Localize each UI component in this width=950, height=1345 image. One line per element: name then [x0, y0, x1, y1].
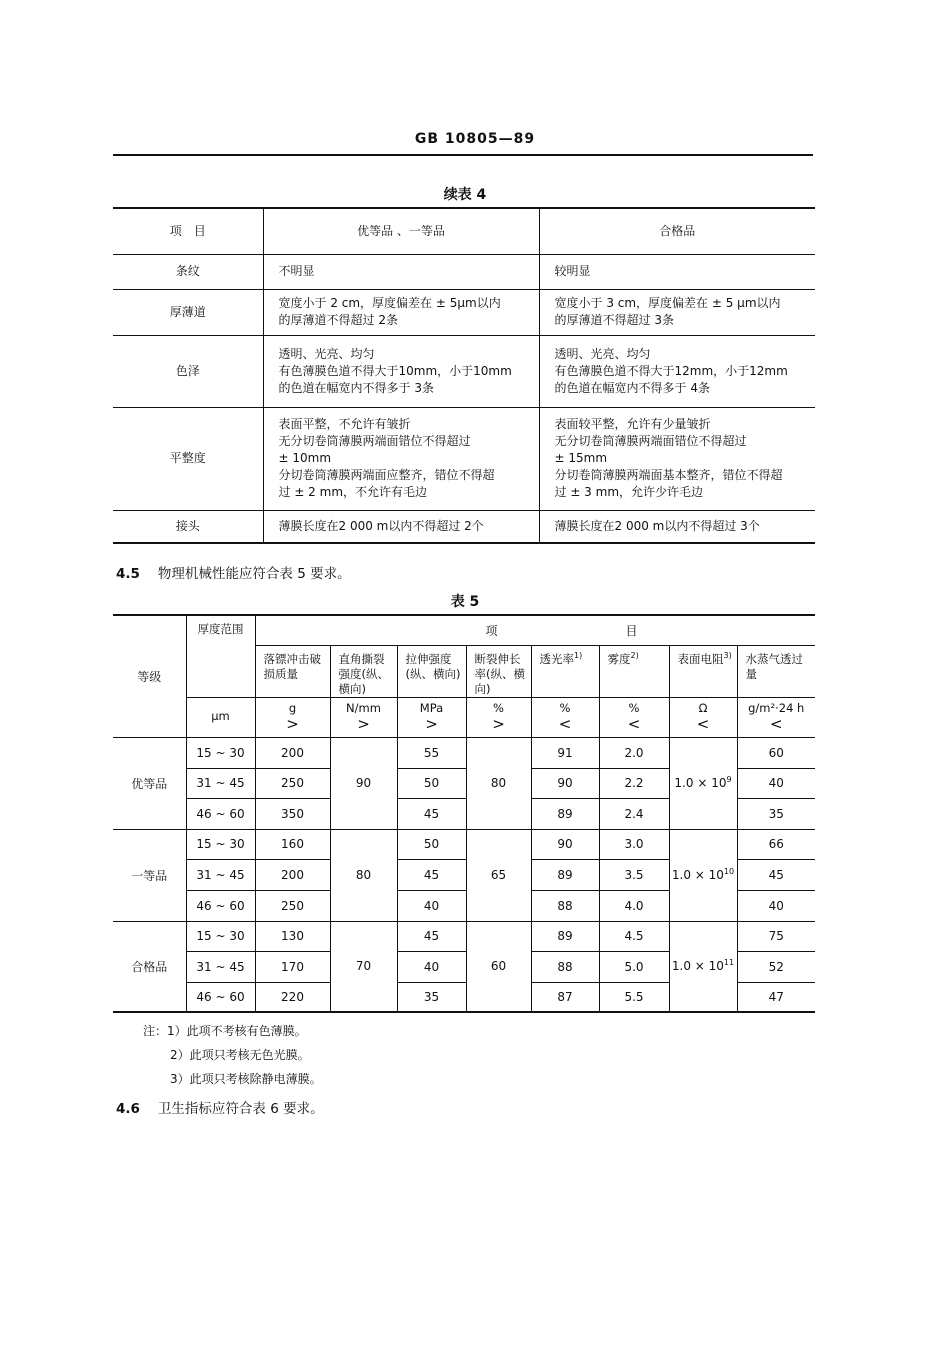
thickness-cell: 15 ~ 30 — [186, 829, 255, 859]
unit: g — [288, 700, 297, 715]
header-label: 透光率 — [539, 651, 574, 666]
table4-caption: 续表 4 — [443, 187, 487, 203]
resistance-base: 1.0 × 10 — [674, 776, 727, 790]
vapor-cell: 66 — [737, 829, 815, 859]
header-impact: 落镖冲击破损质量 — [255, 645, 330, 697]
impact-cell: 170 — [255, 951, 330, 982]
text-line: 有色薄膜色道不得大于10mm，小于10mm — [278, 363, 512, 378]
resistance-exponent: 9 — [726, 775, 732, 784]
header-tear: 直角撕裂强度(纵、横向) — [330, 645, 397, 697]
tensile-cell: 50 — [397, 768, 466, 798]
transmittance-cell: 90 — [531, 829, 599, 859]
transmittance-cell: 89 — [531, 859, 599, 890]
group-label-left: 项 — [485, 624, 498, 639]
unit: % — [559, 700, 571, 715]
tensile-cell: 45 — [397, 798, 466, 829]
comparator: < — [558, 714, 572, 733]
table5-caption: 表 5 — [450, 594, 480, 610]
haze-cell: 2.0 — [599, 737, 669, 768]
text-line: 过 ± 2 mm，不允许有毛边 — [278, 485, 428, 499]
impact-cell: 200 — [255, 737, 330, 768]
section-number: 4.6 — [116, 1101, 140, 1117]
text-line: ± 15mm — [554, 451, 608, 465]
comparator: > — [492, 714, 505, 733]
unit: % — [628, 700, 640, 715]
comparator: > — [425, 714, 438, 733]
unit-haze — [599, 697, 669, 737]
impact-cell: 220 — [255, 982, 330, 1012]
text-line: 透明、光亮、均匀 — [278, 346, 375, 361]
impact-cell: 200 — [255, 859, 330, 890]
haze-cell: 4.5 — [599, 921, 669, 951]
text-line: 无分切卷筒薄膜两端面错位不得超过 — [278, 434, 471, 448]
text-line: 透明、光亮、均匀 — [554, 346, 651, 361]
impact-cell: 160 — [255, 829, 330, 859]
tear-cell: 90 — [330, 737, 397, 829]
elongation-cell: 80 — [466, 737, 531, 829]
unit-tear — [330, 697, 397, 737]
text-line: 不明显 — [278, 264, 315, 278]
tensile-cell: 50 — [397, 829, 466, 859]
header-tensile: 拉伸强度(纵、横向) — [397, 645, 466, 697]
section-number: 4.5 — [116, 566, 140, 582]
note-1: 注：1）此项不考核有色薄膜。 — [143, 1024, 307, 1038]
table4-header-qualified: 合格品 — [539, 208, 815, 254]
unit-impact — [255, 697, 330, 737]
thickness-cell: 46 ~ 60 — [186, 798, 255, 829]
text-line: 的色道在幅宽内不得多于 4条 — [554, 380, 710, 395]
unit-vapor — [737, 697, 815, 737]
impact-cell: 350 — [255, 798, 330, 829]
table4-header-item: 项 目 — [113, 208, 263, 254]
haze-cell: 5.0 — [599, 951, 669, 982]
text-line: 分切卷筒薄膜两端面基本整齐，错位不得超 — [554, 468, 783, 482]
transmittance-cell: 88 — [531, 951, 599, 982]
unit: g/m²·24 h — [748, 700, 805, 715]
section-4-6 — [116, 1097, 324, 1117]
tear-cell: 70 — [330, 921, 397, 1012]
section-text: 卫生指标应符合表 6 要求。 — [157, 1101, 324, 1117]
text-line: 表面平整，不允许有皱折 — [278, 417, 411, 431]
thickness-cell: 46 ~ 60 — [186, 890, 255, 921]
unit-transmittance — [531, 697, 599, 737]
header-transmittance — [531, 645, 599, 697]
unit-elongation — [466, 697, 531, 737]
table4-qualified-cell — [539, 254, 815, 289]
unit: % — [493, 700, 504, 715]
comparator: < — [696, 714, 710, 733]
table4-item: 色泽 — [113, 335, 263, 407]
thickness-cell: 31 ~ 45 — [186, 859, 255, 890]
header-rule — [113, 154, 813, 156]
unit: MPa — [419, 700, 444, 715]
tensile-cell: 40 — [397, 890, 466, 921]
table4-item: 接头 — [113, 510, 263, 543]
tensile-cell: 45 — [397, 921, 466, 951]
table4-premium-cell — [263, 335, 539, 407]
table4-item: 厚薄道 — [113, 289, 263, 335]
header-elongation: 断裂伸长率(纵、横向) — [466, 645, 531, 697]
header-group — [255, 615, 815, 645]
grade-label: 合格品 — [113, 921, 186, 1012]
header-thickness: 厚度范围 — [186, 615, 255, 697]
thickness-unit: μm — [186, 697, 255, 737]
tear-cell: 80 — [330, 829, 397, 921]
impact-cell: 250 — [255, 768, 330, 798]
footnote-ref: 1) — [574, 650, 583, 660]
thickness-cell: 31 ~ 45 — [186, 951, 255, 982]
elongation-cell: 60 — [466, 921, 531, 1012]
transmittance-cell: 89 — [531, 798, 599, 829]
vapor-cell: 40 — [737, 768, 815, 798]
comparator: > — [286, 714, 299, 733]
table4-premium-cell — [263, 254, 539, 289]
table4-qualified-cell — [539, 289, 815, 335]
tensile-cell: 40 — [397, 951, 466, 982]
table4-premium-cell — [263, 510, 539, 543]
vapor-cell: 40 — [737, 890, 815, 921]
tensile-cell: 35 — [397, 982, 466, 1012]
haze-cell: 2.4 — [599, 798, 669, 829]
comparator: < — [769, 714, 783, 733]
vapor-cell: 35 — [737, 798, 815, 829]
text-line: 表面较平整，允许有少量皱折 — [554, 417, 711, 431]
note-2: 2）此项只考核无色光膜。 — [170, 1048, 310, 1062]
vapor-cell: 75 — [737, 921, 815, 951]
elongation-cell: 65 — [466, 829, 531, 921]
text-line: 有色薄膜色道不得大于12mm，小于12mm — [554, 363, 788, 378]
table4-item: 平整度 — [113, 407, 263, 510]
comparator: < — [627, 714, 641, 733]
haze-cell: 2.2 — [599, 768, 669, 798]
header-vapor: 水蒸气透过量 — [737, 645, 815, 697]
table4-premium-cell — [263, 289, 539, 335]
footnote-ref: 3) — [723, 650, 732, 660]
thickness-cell: 15 ~ 30 — [186, 737, 255, 768]
text-line: 无分切卷筒薄膜两端面错位不得超过 — [554, 434, 747, 448]
transmittance-cell: 87 — [531, 982, 599, 1012]
vapor-cell: 47 — [737, 982, 815, 1012]
unit: Ω — [698, 700, 708, 715]
table4-qualified-cell — [539, 335, 815, 407]
unit-resistance — [669, 697, 737, 737]
section-4-5 — [116, 562, 351, 582]
header-haze — [599, 645, 669, 697]
table4-header-premium: 优等品 、一等品 — [263, 208, 539, 254]
footnote-ref: 2) — [630, 650, 639, 660]
vapor-cell: 60 — [737, 737, 815, 768]
text-line: 较明显 — [554, 264, 591, 278]
thickness-cell: 31 ~ 45 — [186, 768, 255, 798]
resistance-cell — [669, 737, 737, 829]
tensile-cell: 45 — [397, 859, 466, 890]
thickness-cell: 46 ~ 60 — [186, 982, 255, 1012]
resistance-cell — [669, 921, 737, 1012]
header-resistance — [669, 645, 737, 697]
text-line: 的厚薄道不得超过 3条 — [554, 313, 674, 327]
unit: N/mm — [346, 700, 381, 715]
header-label: 表面电阻 — [677, 651, 724, 666]
section-text: 物理机械性能应符合表 5 要求。 — [157, 566, 351, 582]
text-line: 宽度小于 2 cm，厚度偏差在 ± 5μm以内 — [278, 296, 501, 310]
haze-cell: 4.0 — [599, 890, 669, 921]
table4-qualified-cell — [539, 407, 815, 510]
comparator: > — [357, 714, 370, 733]
transmittance-cell: 91 — [531, 737, 599, 768]
transmittance-cell: 90 — [531, 768, 599, 798]
vapor-cell: 45 — [737, 859, 815, 890]
text-line: 薄膜长度在2 000 m以内不得超过 3个 — [554, 518, 760, 533]
group-label-right: 目 — [625, 624, 638, 639]
text-line: ± 10mm — [278, 451, 332, 465]
impact-cell: 250 — [255, 890, 330, 921]
text-line: 分切卷筒薄膜两端面应整齐，错位不得超 — [278, 468, 495, 482]
haze-cell: 3.5 — [599, 859, 669, 890]
haze-cell: 5.5 — [599, 982, 669, 1012]
grade-label: 优等品 — [113, 737, 186, 829]
table4-premium-cell — [263, 407, 539, 510]
resistance-cell — [669, 829, 737, 921]
text-line: 的色道在幅宽内不得多于 3条 — [278, 380, 434, 395]
header-grade: 等级 — [113, 615, 186, 737]
table5 — [113, 614, 815, 1013]
resistance-base: 1.0 × 10 — [671, 959, 724, 974]
grade-label: 一等品 — [113, 829, 186, 921]
text-line: 薄膜长度在2 000 m以内不得超过 2个 — [278, 518, 484, 533]
header-label: 雾度 — [607, 651, 631, 666]
resistance-exponent: 10 — [723, 867, 735, 876]
unit-tensile — [397, 697, 466, 737]
standard-code: GB 10805—89 — [414, 131, 536, 147]
impact-cell: 130 — [255, 921, 330, 951]
table4-item: 条纹 — [113, 254, 263, 289]
tensile-cell: 55 — [397, 737, 466, 768]
text-line: 过 ± 3 mm，允许少许毛边 — [554, 485, 704, 499]
resistance-base: 1.0 × 10 — [671, 868, 724, 882]
thickness-cell: 15 ~ 30 — [186, 921, 255, 951]
resistance-exponent: 11 — [723, 958, 735, 968]
table4-qualified-cell — [539, 510, 815, 543]
transmittance-cell: 89 — [531, 921, 599, 951]
note-3: 3）此项只考核除静电薄膜。 — [170, 1072, 322, 1086]
transmittance-cell: 88 — [531, 890, 599, 921]
text-line: 的厚薄道不得超过 2条 — [278, 313, 398, 327]
vapor-cell: 52 — [737, 951, 815, 982]
text-line: 宽度小于 3 cm，厚度偏差在 ± 5 μm以内 — [554, 296, 781, 310]
haze-cell: 3.0 — [599, 829, 669, 859]
table4 — [113, 207, 815, 544]
